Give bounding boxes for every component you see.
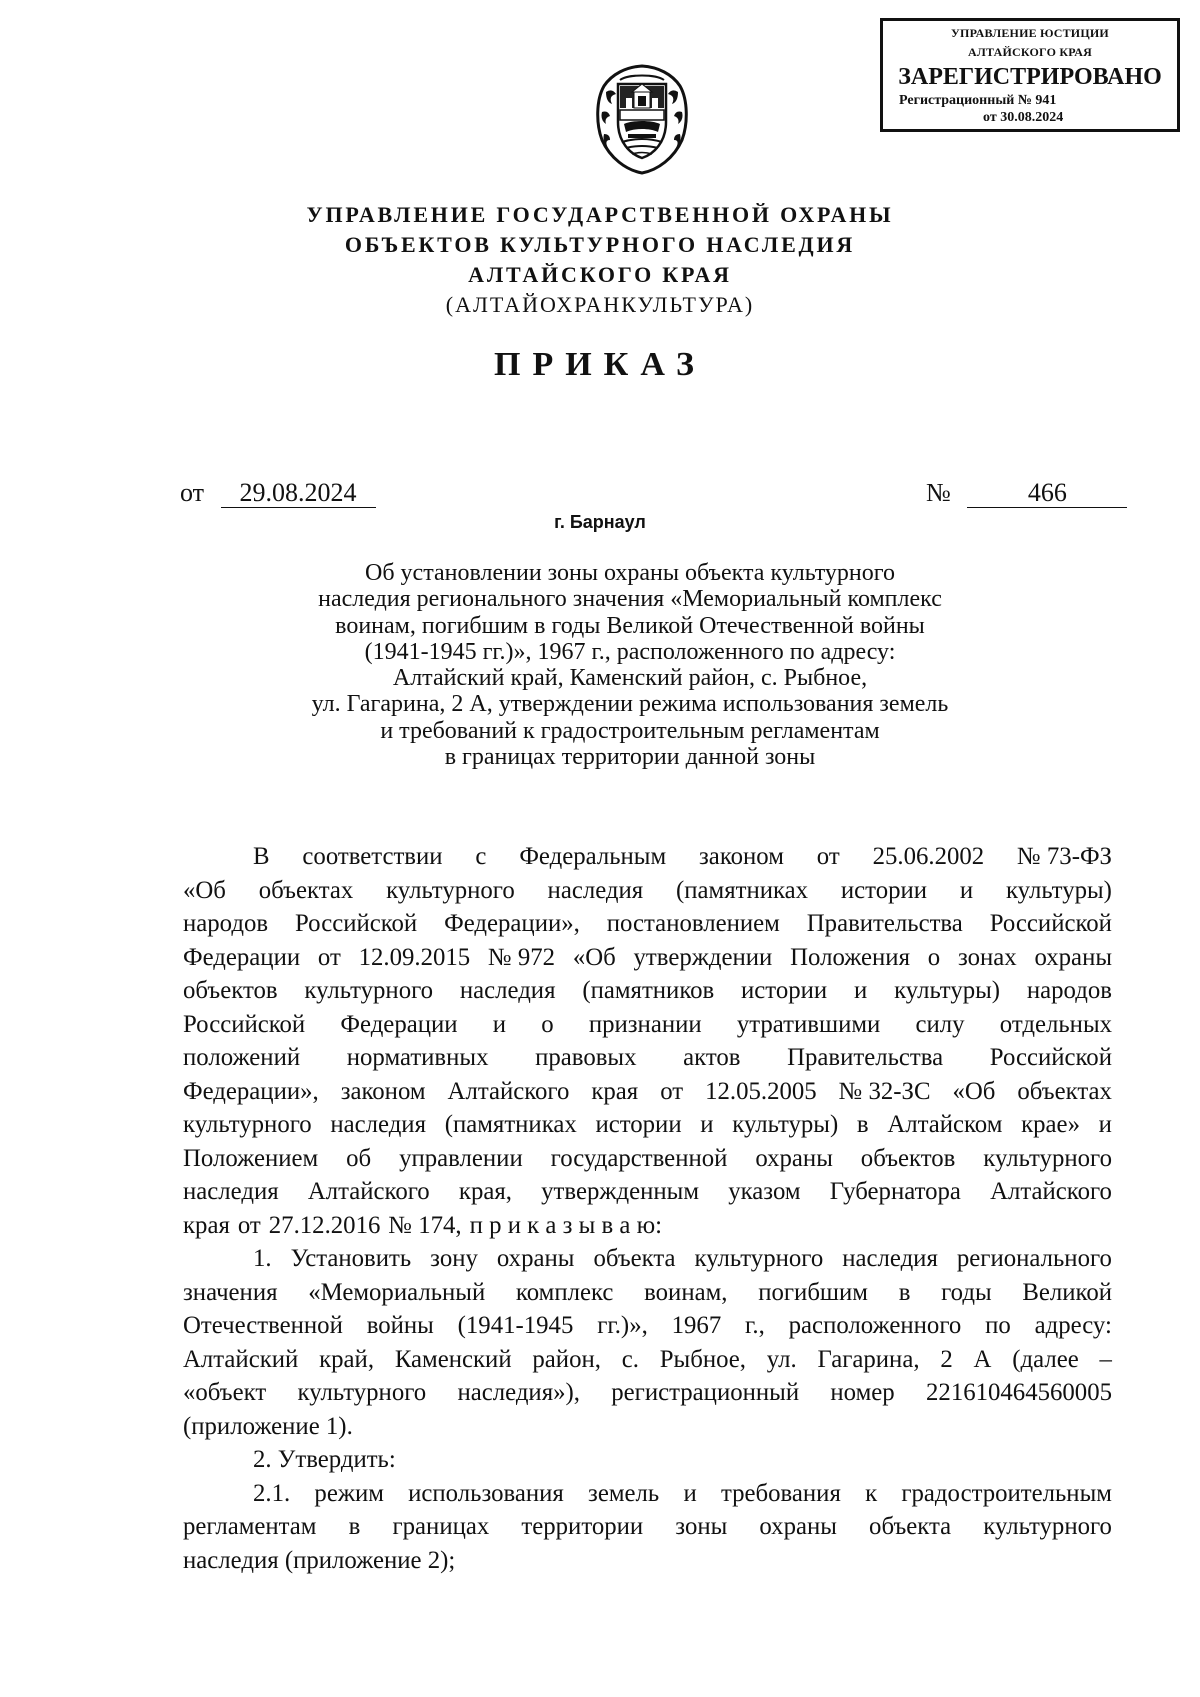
clause-2-heading: 2. Утвердить:: [253, 1446, 396, 1473]
word: регионального: [956, 1245, 1112, 1272]
subject-line: воинам, погибшим в годы Великой Отечественной войны: [335, 612, 925, 639]
org-line-2: ОБЪЕКТОВ КУЛЬТУРНОГО НАСЛЕДИЯ: [344, 232, 856, 257]
word: объектов: [860, 1144, 956, 1172]
word: Правительства: [787, 1044, 944, 1071]
word: объектах: [258, 876, 354, 904]
word: актов: [683, 1044, 741, 1071]
word: утверждении: [633, 943, 773, 971]
word: нормативных: [346, 1044, 489, 1071]
altai-krai-coat-of-arms-icon: [592, 62, 692, 176]
word: и: [683, 1479, 697, 1507]
word: Федерации: [183, 943, 301, 971]
word: утратившими: [736, 1010, 881, 1038]
order-date: 29.08.2024: [221, 479, 376, 508]
word: воинам,: [644, 1278, 728, 1306]
word: культуры): [732, 1111, 839, 1138]
word: отдельных: [999, 1010, 1112, 1038]
word: Положением: [183, 1144, 319, 1172]
word: положений: [183, 1044, 301, 1071]
word: к: [865, 1479, 878, 1507]
word: наследия: [330, 1111, 426, 1138]
word: наследия: [459, 977, 556, 1004]
word: культурного: [983, 1513, 1112, 1540]
word: наследия: [183, 1178, 279, 1205]
word: Гагарина,: [817, 1345, 920, 1373]
org-short-name: (АЛТАЙОХРАНКУЛЬТУРА): [445, 292, 755, 317]
word: и: [492, 1010, 507, 1038]
text-line: [183, 1510, 1112, 1544]
word: п р и к а з ы в а ю:: [469, 1211, 663, 1239]
text-line: [183, 1108, 1112, 1142]
word: края,: [458, 1178, 512, 1205]
word: Алтайского: [307, 1178, 430, 1205]
word: культурного: [297, 1379, 427, 1406]
word: 1.: [253, 1245, 272, 1272]
word: в: [348, 1513, 361, 1540]
word: Федерации»,: [444, 910, 580, 937]
word: –: [1099, 1345, 1112, 1373]
text-line: [183, 941, 1112, 975]
text-line: [183, 1276, 1112, 1310]
subject-line: наследия регионального значения «Мемориальный комплекс: [318, 586, 942, 613]
word: г.,: [745, 1312, 765, 1339]
word: № 174,: [388, 1211, 462, 1239]
word: с: [475, 843, 487, 870]
word: о: [927, 943, 941, 971]
order-date-field: [180, 478, 376, 508]
word: истории: [595, 1111, 682, 1138]
word: законом: [699, 843, 784, 870]
word: № 32-ЗС: [838, 1077, 931, 1105]
word: народов: [183, 910, 269, 937]
word: культурного: [386, 876, 515, 904]
word: Федерации: [340, 1010, 458, 1038]
word: Каменский: [394, 1345, 512, 1373]
text-line: [183, 1477, 1112, 1511]
word: градостроительным: [901, 1479, 1112, 1507]
word: от: [317, 943, 341, 971]
text-line: [183, 1343, 1112, 1377]
order-subject: [230, 560, 1030, 770]
text-line: [183, 840, 1112, 874]
stamp-org-line1: УПРАВЛЕНИЕ ЮСТИЦИИ: [951, 26, 1109, 40]
word: комплекс: [515, 1278, 614, 1306]
word: культурного: [694, 1245, 824, 1272]
issuing-authority: [150, 200, 1050, 320]
word: 2.1.: [253, 1479, 291, 1507]
word: и: [700, 1111, 714, 1138]
word: объектов: [183, 977, 278, 1004]
word: Российской: [989, 910, 1112, 937]
word: истории: [741, 977, 828, 1004]
word: силу: [915, 1010, 965, 1038]
word: и: [959, 876, 974, 904]
word: от: [660, 1077, 684, 1105]
word: край,: [319, 1345, 375, 1373]
word: утвержденным: [541, 1178, 700, 1205]
text-line: [183, 1242, 1112, 1276]
word: края: [591, 1077, 639, 1105]
word: границах: [392, 1513, 490, 1540]
text-line: [183, 1376, 1112, 1410]
word: культуры): [1005, 876, 1112, 904]
org-line-1: УПРАВЛЕНИЕ ГОСУДАРСТВЕННОЙ ОХРАНЫ: [306, 202, 894, 227]
word: истории: [840, 876, 928, 904]
word: 221610464560005: [926, 1379, 1112, 1406]
word: Алтайского: [447, 1077, 570, 1105]
word: Рыбное,: [659, 1345, 746, 1373]
word: (приложение 1).: [183, 1412, 353, 1440]
number-prefix: №: [926, 478, 951, 507]
subject-line: и требований к градостроительным регламентам: [380, 717, 880, 744]
word: Отечественной: [183, 1312, 343, 1339]
word: 27.12.2016: [268, 1211, 381, 1239]
word: номер: [830, 1379, 895, 1406]
word: культурного: [183, 1111, 312, 1138]
word: наследия: [842, 1245, 938, 1272]
word: Российской: [295, 910, 418, 937]
word: объекта: [593, 1245, 676, 1272]
word: Великой: [1022, 1278, 1112, 1306]
order-number-field: [926, 478, 1127, 508]
word: зоны: [675, 1513, 728, 1540]
order-body: [183, 840, 1112, 1577]
org-line-3: АЛТАЙСКОГО КРАЯ: [468, 262, 732, 287]
word: в: [898, 1278, 911, 1306]
word: (памятников: [582, 977, 715, 1004]
text-line: [183, 1008, 1112, 1042]
text-line: [183, 1410, 1112, 1444]
word: и: [853, 977, 868, 1004]
word: постановлением: [606, 910, 780, 937]
word: Установить: [290, 1245, 412, 1272]
subject-line: (1941-1945 гг.)», 1967 г., расположенного по адресу:: [364, 638, 896, 665]
word: значения: [183, 1278, 278, 1306]
word: в: [856, 1111, 869, 1138]
word: регистрационный: [611, 1379, 800, 1406]
text-line: [183, 1209, 1112, 1243]
word: Губернатора: [829, 1178, 961, 1205]
subject-line: Об установлении зоны охраны объекта культурного: [365, 560, 895, 586]
word: культуры): [894, 977, 1001, 1004]
word: охраны: [496, 1245, 575, 1272]
word: № 73-ФЗ: [1017, 843, 1112, 870]
word: законом: [340, 1077, 426, 1105]
stamp-reg-number: Регистрационный № 941: [899, 93, 1057, 108]
word: 12.09.2015: [358, 943, 471, 971]
word: наследия»),: [457, 1379, 580, 1406]
registration-stamp: [880, 18, 1180, 132]
word: «Об: [183, 876, 226, 904]
text-line: [183, 874, 1112, 908]
text-line: [183, 974, 1112, 1008]
word: края: [183, 1211, 230, 1239]
word: наследия (приложение 2);: [183, 1546, 456, 1574]
word: признании: [588, 1010, 702, 1038]
order-number: 466: [967, 479, 1127, 508]
word: с.: [621, 1345, 639, 1373]
date-prefix: от: [180, 478, 205, 507]
word: от: [816, 843, 840, 870]
word: использования: [408, 1479, 564, 1507]
word: зонах: [957, 943, 1017, 971]
word: Алтайский: [183, 1345, 299, 1373]
word: государственной: [550, 1144, 728, 1172]
word: (1941-1945: [457, 1312, 574, 1339]
word: об: [346, 1144, 372, 1172]
word: указом: [728, 1178, 801, 1205]
word: В: [253, 843, 270, 870]
preamble-paragraph: [183, 840, 1112, 1242]
word: «Об: [572, 943, 616, 971]
document-type: ПРИКАЗ: [494, 346, 706, 383]
word: Федерации»,: [183, 1077, 319, 1105]
stamp-reg-date: от 30.08.2024: [983, 110, 1064, 125]
word: 12.05.2005: [705, 1077, 817, 1105]
word: «Мемориальный: [308, 1278, 486, 1306]
word: правовых: [535, 1044, 637, 1071]
word: культурного: [983, 1144, 1112, 1172]
city: г. Барнаул: [554, 512, 646, 532]
word: расположенного: [788, 1312, 962, 1339]
word: гг.)»,: [597, 1312, 648, 1339]
word: зону: [430, 1245, 478, 1272]
word: народов: [1026, 977, 1112, 1004]
word: крае»: [1021, 1111, 1080, 1138]
word: «объект: [183, 1379, 267, 1406]
word: требования: [720, 1479, 841, 1507]
word: объекта: [869, 1513, 952, 1540]
word: 1967: [671, 1312, 722, 1339]
word: погибшим: [758, 1278, 868, 1306]
text-line: [183, 1175, 1112, 1209]
word: А: [973, 1345, 992, 1373]
clause-2-1-paragraph: [183, 1477, 1112, 1578]
text-line: [183, 907, 1112, 941]
word: по: [985, 1312, 1011, 1339]
word: ул.: [766, 1345, 797, 1373]
word: и: [1098, 1111, 1112, 1138]
subject-line: Алтайский край, Каменский район, с. Рыбное,: [392, 665, 868, 692]
word: от: [237, 1211, 261, 1239]
word: соответствии: [302, 843, 443, 870]
word: 2: [940, 1345, 953, 1373]
word: Российской: [183, 1010, 306, 1038]
word: «Об: [952, 1077, 996, 1105]
word: (далее: [1012, 1345, 1079, 1373]
word: о: [541, 1010, 554, 1038]
text-line: [183, 1041, 1112, 1075]
word: охраны: [1034, 943, 1112, 971]
word: режим: [314, 1479, 384, 1507]
word: № 972: [487, 943, 556, 971]
word: (памятниках: [676, 876, 809, 904]
word: территории: [521, 1513, 644, 1540]
word: годы: [941, 1278, 992, 1306]
text-line: [183, 1075, 1112, 1109]
text-line: [183, 1309, 1112, 1343]
word: адресу:: [1034, 1312, 1112, 1339]
subject-line: в границах территории данной зоны: [444, 744, 816, 771]
subject-line: ул. Гагарина, 2 А, утверждении режима использования земель: [311, 691, 949, 718]
word: охраны: [755, 1144, 833, 1172]
word: Федеральным: [519, 843, 667, 870]
word: Положения: [790, 943, 910, 971]
word: наследия: [547, 876, 644, 904]
word: Российской: [989, 1044, 1112, 1071]
word: культурного: [304, 977, 434, 1004]
stamp-org-line2: АЛТАЙСКОГО КРАЯ: [968, 45, 1092, 59]
word: Правительства: [806, 910, 963, 937]
stamp-title: ЗАРЕГИСТРИРОВАНО: [898, 64, 1162, 90]
word: Алтайском: [887, 1111, 1003, 1138]
word: земель: [588, 1479, 660, 1507]
word: объектах: [1017, 1077, 1112, 1105]
text-line: [183, 1544, 1112, 1578]
word: охраны: [759, 1513, 837, 1540]
word: Алтайского: [990, 1178, 1112, 1205]
word: управлении: [399, 1144, 523, 1172]
word: регламентам: [183, 1513, 317, 1540]
word: 25.06.2002: [872, 843, 985, 870]
text-line: [183, 1142, 1112, 1176]
clause-1-paragraph: [183, 1242, 1112, 1443]
word: (памятниках: [444, 1111, 577, 1138]
word: район,: [532, 1345, 601, 1373]
word: войны: [366, 1312, 434, 1339]
